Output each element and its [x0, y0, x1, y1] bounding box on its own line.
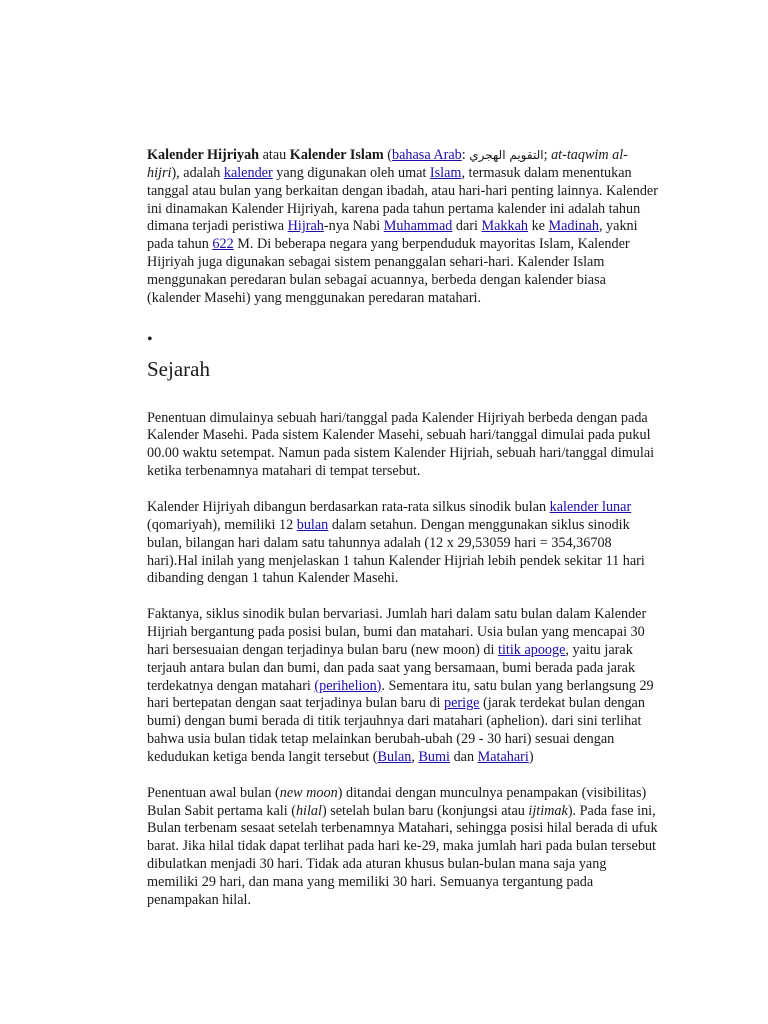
term-kalender-islam: Kalender Islam	[289, 147, 384, 163]
link-kalender[interactable]: kalender	[223, 164, 273, 181]
term-kalender-hijriyah: Kalender Hijriyah	[147, 147, 260, 163]
transliteration: at-taqwim al-hijri	[147, 147, 628, 181]
term-hilal: hilal	[295, 802, 322, 819]
link-hijrah[interactable]: Hijrah	[287, 218, 324, 235]
link-bahasa-arab[interactable]: bahasa Arab	[392, 147, 462, 163]
link-muhammad[interactable]: Muhammad	[383, 218, 453, 235]
section-title-sejarah: Sejarah	[147, 356, 210, 381]
link-madinah[interactable]: Madinah	[548, 218, 599, 235]
link-bulan[interactable]: bulan	[296, 516, 329, 533]
link-perige[interactable]: perige	[444, 695, 480, 712]
arabic-term: التقويم الهجري	[469, 148, 544, 162]
paragraph-2: Kalender Hijriyah dibangun berdasarkan rata-rata silkus sinodik bulan kalender lunar (qomariyah), memiliki 12 bulan dalam setahun. Dengan menggunakan siklus sinodik bulan, bilangan hari dalam satu tahunnya adalah (12 x 29,53059 hari = 354,36708 hari).Hal inilah yang menjelaskan 1 tahun Kalender Hijriah lebih pendek sekitar 11 hari dibanding dengan 1 tahun Kalender Masehi.	[147, 498, 645, 587]
link-matahari[interactable]: Matahari	[477, 748, 529, 765]
bullet-icon: •	[147, 330, 153, 348]
link-bulan-celestial[interactable]: Bulan	[377, 748, 412, 765]
link-islam[interactable]: Islam	[429, 164, 462, 181]
term-ijtimak: ijtimak	[528, 802, 568, 819]
link-622[interactable]: 622	[212, 236, 234, 253]
bullet-item	[147, 330, 659, 350]
paragraph-3: Faktanya, siklus sinodik bulan bervariasi. Jumlah hari dalam satu bulan dalam Kalender Hijriah bergantung pada posisi bulan, bumi dan matahari. Usia bulan yang mencapai 30 hari bersesuaian dengan terjadinya bulan baru (new moon) di titik apooge, yaitu jarak terjauh antara bulan dan bumi, dan pada saat yang bersamaan, bumi berada pada jarak terdekatnya dengan matahari (perihelion). Sementara itu, satu bulan yang berlangsung 29 hari bertepatan dengan saat terjadinya bulan baru di perige (jarak terdekat bulan dengan bumi) dengan bumi berada di titik terjauhnya dari matahari (aphelion). dari sini terlihat bahwa usia bulan tidak tetap melainkan berubah-ubah (29 - 30 hari) sesuai dengan kedudukan ketiga benda langit tersebut (Bulan, Bumi dan Matahari)	[147, 606, 654, 765]
document-page	[147, 147, 659, 910]
paragraph-4: Penentuan awal bulan (new moon) ditandai dengan munculnya penampakan (visibilitas) Bulan Sabit pertama kali (hilal) setelah bulan baru (konjungsi atau ijtimak). Pada fase ini, Bulan terbenam sesaat setelah terbenamnya Matahari, sehingga posisi hilal berada di ufuk barat. Jika hilal tidak dapat terlihat pada hari ke-29, maka jumlah hari pada bulan tersebut dibulatkan menjadi 30 hari. Tidak ada aturan khusus bulan-bulan mana saja yang memiliki 29 hari, dan mana yang memiliki 30 hari. Semuanya tergantung pada penampakan hilal.	[147, 784, 658, 908]
paragraph-1: Penentuan dimulainya sebuah hari/tanggal pada Kalender Hijriyah berbeda dengan pada Kalender Masehi. Pada sistem Kalender Masehi, sebuah hari/tanggal dimulai pada pukul 00.00 waktu setempat. Namun pada sistem Kalender Hijriah, sebuah hari/tanggal dimulai ketika terbenamnya matahari di tempat tersebut.	[147, 409, 655, 480]
link-perihelion[interactable]: (perihelion)	[314, 677, 382, 694]
link-bumi[interactable]: Bumi	[418, 748, 451, 765]
link-kalender-lunar[interactable]: kalender lunar	[549, 498, 632, 515]
term-new-moon: new moon	[279, 784, 338, 801]
link-makkah[interactable]: Makkah	[481, 218, 529, 235]
intro-paragraph: Kalender Hijriyah atau Kalender Islam (bahasa Arab: التقويم الهجري; at-taqwim al-hijri), adalah kalender yang digunakan oleh umat Islam, termasuk dalam menentukan tanggal atau bulan yang berkaitan dengan ibadah, atau hari-hari penting lainnya. Kalender ini dinamakan Kalender Hijriyah, karena pada tahun pertama kalender ini adalah tahun dimana terjadi peristiwa Hijrah-nya Nabi Muhammad dari Makkah ke Madinah, yakni pada tahun 622 M. Di beberapa negara yang berpenduduk mayoritas Islam, Kalender Hijriyah juga digunakan sebagai sistem penanggalan sehari-hari. Kalender Islam menggunakan peredaran bulan sebagai acuannya, berbeda dengan kalender biasa (kalender Masehi) yang menggunakan peredaran matahari.	[147, 147, 658, 306]
link-titik-apooge[interactable]: titik apooge	[498, 641, 566, 658]
